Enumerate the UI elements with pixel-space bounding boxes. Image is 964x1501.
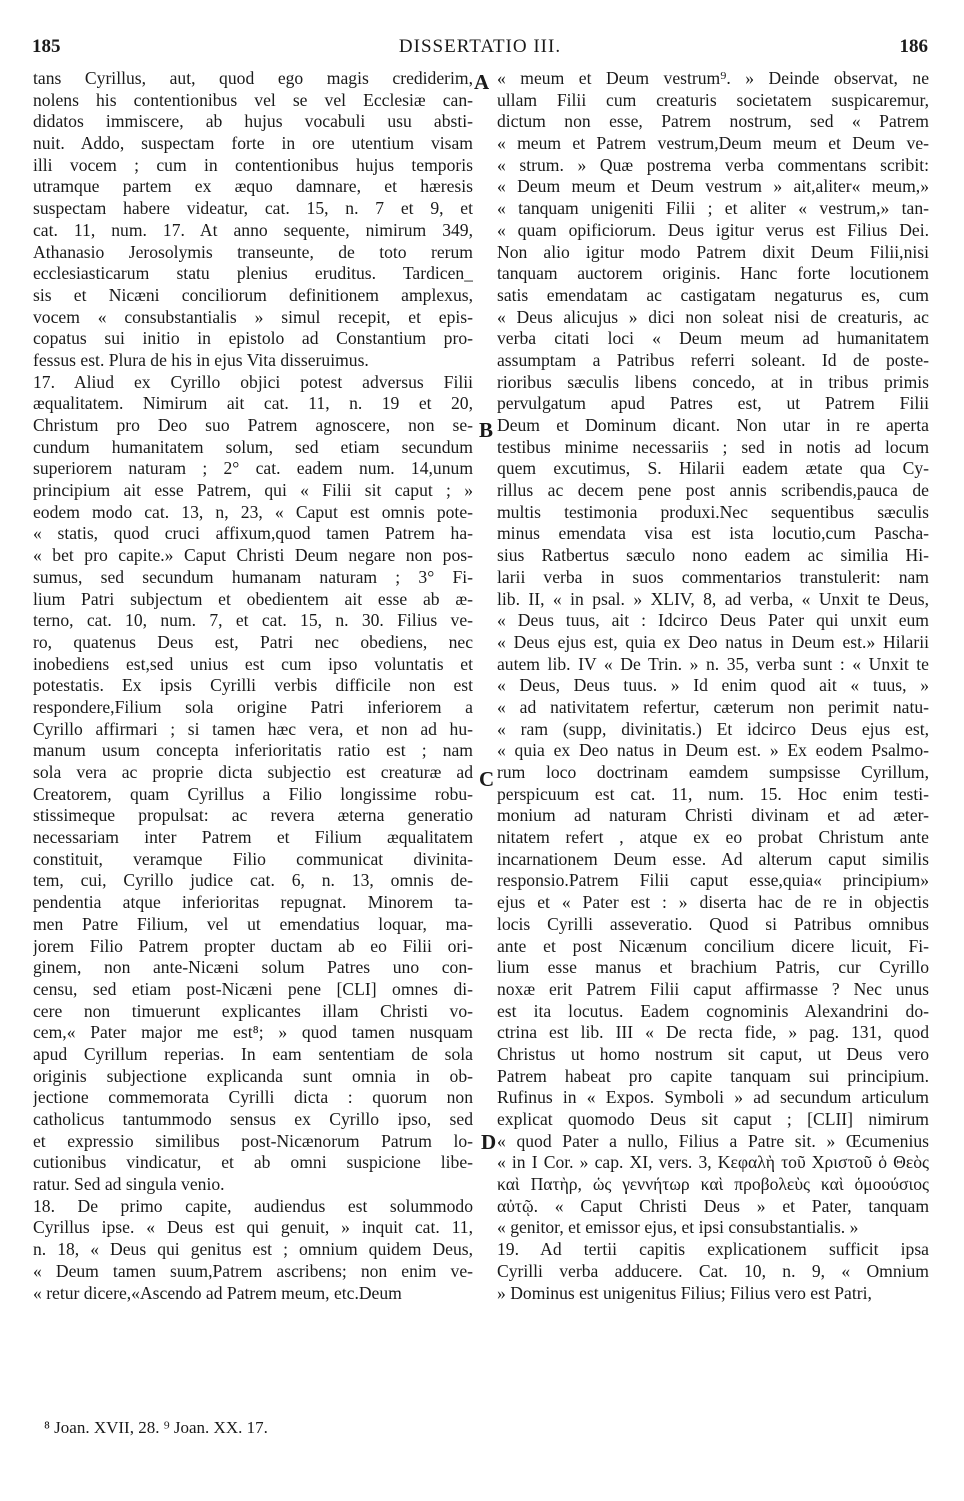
text-line: responsio.Patrem Filii caput esse,quia« principium» — [497, 870, 929, 891]
text-line: quem excutimus, S. Hilarii eadem ætate qua Cy- — [497, 458, 929, 479]
text-line: autem lib. IV « De Trin. » n. 35, verba sunt : « Unxit te — [497, 653, 929, 674]
text-line: ctrina est lib. III « De recta fide, » pag. 131, quod — [497, 1022, 929, 1043]
text-line: « retur dicere,«Ascendo ad Patrem meum, etc.Deum — [33, 1282, 402, 1303]
text-line: « Deus ejus est, quia ex Deo natus in Deum est.» Hilarii — [497, 631, 929, 652]
text-line: « Deus, Deus tuus. » Id enim quod ait « tuus, » — [497, 675, 929, 696]
text-line: testibus minime necessariis ; sed in notis ad locum — [497, 436, 929, 457]
text-line: ejus et « Pater est : » diserta hac de re in objectis — [497, 892, 929, 913]
text-line: « bet pro capite.» Caput Christi Deum negare non pos- — [33, 545, 473, 566]
text-line: sola vera ac proprie dicta subjectio est creaturæ ad — [33, 762, 473, 782]
text-line: necessariam inter Patrem et Filium æqualitatem — [33, 827, 473, 848]
text-line: Cyrilli verba adducere. Cat. 10, n. 9, « Omnium — [497, 1260, 929, 1281]
text-line: καὶ Πατὴρ, ὡς γεννήτωρ καὶ προβολεὺς καὶ ὁμοούσιος — [497, 1174, 929, 1195]
text-line: « Deum tamen suum,Patrem ascribens; non enim ve- — [33, 1260, 473, 1281]
text-line: Cyrillo affirmari ; si tamen hæc vera, et non ad hu- — [33, 718, 473, 739]
text-line: copatus sui initio in epistolo ad Constantium pro- — [33, 328, 473, 349]
text-line: « genitor, et emissor ejus, et ipsi consubstantialis. » — [497, 1217, 859, 1238]
text-line: Rufinus in « Expos. Symboli » ad secundum articulum — [497, 1087, 929, 1108]
text-line: potestatis. Ex ipsis Cyrilli verbis difficile non est — [33, 675, 473, 696]
text-line: « meum et Deum vestrum⁹. » Deinde observat, ne — [497, 68, 929, 88]
text-line: Christus ut homo nostrum sit caput, ut Deus vero — [497, 1043, 929, 1064]
text-line: larii verba in suos commentarios transtulerit: nam — [497, 566, 929, 587]
text-line: manum usum concepta inferioritatis ratio est ; nam — [33, 740, 473, 761]
margin-marker-c: C — [479, 767, 495, 791]
text-line: Cyrillus ipse. « Deus est qui genuit, » inquit cat. 11, — [33, 1217, 473, 1238]
text-line: Creatorem, quam Cyrillus a Filio longissime robu- — [33, 783, 473, 804]
text-line: jectione commemorata Cyrilli dicta : quorum non — [33, 1087, 473, 1108]
text-line: didatos immiscere, ab hujus vocabuli usu absti- — [33, 111, 473, 132]
text-line: sis et Nicæni conciliorum definitionem amplexus, — [33, 284, 473, 305]
text-line: sumus, sed secundum humanam naturam ; 3° Fi- — [33, 566, 473, 587]
text-line: ante et post Nicænum concilium dicere licuit, Fi- — [497, 935, 929, 956]
text-line: principium ait esse Patrem, qui « Filii sit caput ; » — [33, 480, 473, 501]
text-line: originis subjectione explicanda sunt omnia in ob- — [33, 1065, 473, 1086]
text-line: « Deus alicujus » dici non soleat nisi de creaturis, ac — [497, 306, 929, 327]
text-line: terno, cat. 10, num. 7, et cat. 15, n. 30. Filius ve- — [33, 610, 473, 631]
text-line: sius Ratbertus sæculo nono eadem ac similia Hi- — [497, 545, 929, 566]
margin-marker-a: A — [474, 70, 490, 94]
text-line: respondere,Filium sola origine Patri inferiorem a — [33, 696, 473, 717]
text-line: n. 18, « Deus qui genitus est ; omnium quidem Deus, — [33, 1239, 473, 1260]
page-number-right: 186 — [899, 36, 928, 57]
text-line: incarnationem Deum esse. Ad alterum caput similis — [497, 848, 929, 869]
text-line: nolens his contentionibus vel se vel Ecclesiæ can- — [33, 89, 473, 110]
text-line: Patrem habeat pro capite tanquam sui principium. — [497, 1065, 929, 1086]
text-line: cundum humanitatem solum, sed etiam secundum — [33, 436, 473, 457]
text-line: æqualitatem. Nimirum ait cat. 11, n. 19 et 20, — [33, 393, 473, 414]
text-line: men Patre Filium, vel ut emendatius loquar, ma- — [33, 913, 473, 934]
text-line: fessus est. Plura de his in ejus Vita disseruimus. — [33, 349, 369, 370]
text-line: stissimeque propulsat: ac revera æterna generatio — [33, 805, 473, 826]
text-line: ullam Filii cum creaturis societatem suspicaremur, — [497, 89, 929, 110]
text-line: « ad nativitatem refertur, cæterum non perimit natu- — [497, 696, 929, 717]
text-line: » Dominus est unigenitus Filius; Filius vero est Patri, — [497, 1282, 872, 1303]
text-line: dictum non esse, Patrem nostrum, sed « Patrem — [497, 111, 929, 132]
text-line: pervulgatum apud Patres est, ut Patrem Filii — [497, 393, 929, 414]
text-line: superiorem naturam ; 2° cat. eadem num. 14,unum — [33, 458, 473, 479]
text-line: cutionibus vindicatur, et ab omni suspicione libe- — [33, 1152, 473, 1173]
text-line: monium ad naturam Christi divinam et ad æter- — [497, 805, 929, 826]
text-line: Non alio igitur modo Patrem dixit Deum Filii,nisi — [497, 241, 929, 262]
text-line: utramque partem ex æquo damnare, et hæresis — [33, 176, 473, 197]
text-line: « in I Cor. » cap. XI, vers. 3, Κεφαλὴ τοῦ Χριστοῦ ὁ Θεὸς — [497, 1152, 929, 1173]
page-header — [32, 36, 928, 60]
text-line: constituit, veramque Filio communicat divinita- — [33, 848, 473, 869]
text-line: cat. 11, num. 17. At anno sequente, nimirum 349, — [33, 219, 473, 240]
page-number-left: 185 — [32, 36, 61, 57]
text-line: rum loco doctrinam eamdem sumpsisse Cyrillum, — [497, 762, 929, 782]
text-line: tans Cyrillus, aut, quod ego magis crediderim, — [33, 68, 473, 88]
text-line: perspicuum est cat. 11, num. 15. Hoc enim testi- — [497, 783, 929, 804]
text-line: nuit. Addo, suspectam forte in ore utentium visam — [33, 133, 473, 154]
text-line: locis Cyrilli asseveratio. Quod si Patribus omnibus — [497, 913, 929, 934]
text-line: verba citati loci « Deum meum ad humanitatem — [497, 328, 929, 349]
text-line: « meum et Patrem vestrum,Deum meum et Deum ve- — [497, 133, 929, 154]
text-line: ginem, non ante-Nicæni solum Patres uno con- — [33, 957, 473, 978]
text-line: et expressio similibus post-Nicænorum Patrum lo- — [33, 1130, 473, 1151]
text-line: explicat quomodo Deus sit caput ; [CLII] nimirum — [497, 1109, 929, 1129]
text-line: 19. Ad tertii capitis explicationem sufficit ipsa — [497, 1239, 929, 1260]
text-line: αὐτῷ. « Caput Christi Deus » et Pater, tanquam — [497, 1195, 929, 1216]
text-line: censu, sed etiam post-Nicæni pene [CLI] omnes di- — [33, 978, 473, 999]
text-line: « quod Pater a nullo, Filius a Patre sit. » Œcumenius — [497, 1130, 929, 1151]
left-column — [33, 68, 473, 1304]
text-line: rillus ac decem pene post annis scribendis,pauca de — [497, 480, 929, 501]
text-line: lium esse manus et brachium Patris, cur Cyrillo — [497, 957, 929, 978]
text-line: suspectam habere videatur, cat. 15, n. 7 et 9, et — [33, 198, 473, 219]
text-line: lium Patri subjectum et obedientem ait esse ab æ- — [33, 588, 473, 609]
text-line: « quam opificiorum. Deus igitur verus est Filius Dei. — [497, 219, 929, 240]
text-line: eodem modo cat. 13, n, 23, « Caput est omnis pote- — [33, 501, 473, 522]
text-line: tanquam auctorem originis. Hanc forte locutionem — [497, 263, 929, 284]
text-line: « tanquam unigeniti Filii ; et aliter « vestrum,» tan- — [497, 198, 929, 219]
text-line: multis testimonia produxi.Nec sequentibus sæculis — [497, 501, 929, 522]
text-line: cem,« Pater major me est⁸; » quod tamen nusquam — [33, 1022, 473, 1043]
text-line: vocem « consubstantialis » simul recepit, et epis- — [33, 306, 473, 327]
text-line: ro, quatenus Deus est, Patri nec obediens, nec — [33, 631, 473, 652]
text-line: jorem Filio Patrem propter ductam ab eo Filii ori- — [33, 935, 473, 956]
text-line: « strum. » Quæ postrema verba commentans scribit: — [497, 154, 929, 175]
text-line: noxæ erit Patrem Filii caput affirmasse ? Nec unus — [497, 978, 929, 999]
right-column — [497, 68, 929, 1304]
text-line: satis emendatam ac castigatam negaturus es, cum — [497, 284, 929, 305]
text-line: « quia ex Deo natus in Deum est. » Ex eodem Psalmo- — [497, 740, 929, 761]
text-line: ratur. Sed ad singula venio. — [33, 1174, 225, 1195]
text-line: « Deum meum et Deum vestrum » ait,aliter« meum,» — [497, 176, 929, 197]
text-line: est ita locutus. Eadem cognominis Alexandrini do- — [497, 1000, 929, 1021]
text-line: pendentia atque inferioritas repugnat. Minorem ta- — [33, 892, 473, 913]
text-line: « Deus tuus, ait : Idcirco Deus Pater qui unxit eum — [497, 610, 929, 631]
text-line: assumptam a Patribus referri soleant. Id de poste- — [497, 349, 929, 370]
text-line: catholicus tantummodo sensus ex Cyrillo ipso, sed — [33, 1109, 473, 1129]
text-line: Athanasio Jerosolymis transeunte, de toto rerum — [33, 241, 473, 262]
text-line: « statis, quod cruci affixum,quod tamen Patrem ha- — [33, 523, 473, 544]
text-line: Deum et Dominum dicant. Non utar in re aperta — [497, 415, 929, 435]
text-line: 17. Aliud ex Cyrillo objici potest adversus Filii — [33, 371, 473, 392]
text-line: rioribus sæculis libens concedo, at in tribus primis — [497, 371, 929, 392]
text-line: inobediens est,sed unius est cum ipso voluntatis et — [33, 653, 473, 674]
text-line: 18. De primo capite, audiendus est solummodo — [33, 1195, 473, 1216]
text-line: nitatem refert , atque ex eo probat Christum ante — [497, 827, 929, 848]
running-title: DISSERTATIO III. — [398, 36, 562, 57]
text-line: Christum pro Deo suo Patrem agnoscere, non se- — [33, 415, 473, 435]
footnotes: ⁸ Joan. XVII, 28. ⁹ Joan. XX. 17. — [44, 1418, 268, 1437]
text-line: « ram (supp, divinitatis.) Et idcirco Deus ejus est, — [497, 718, 929, 739]
text-line: illi vocem ; cum in contentionibus hujus temporis — [33, 154, 473, 175]
margin-marker-b: B — [479, 418, 494, 442]
margin-marker-d: D — [481, 1130, 497, 1154]
text-line: minus emendata visa est ista locutio,cum Pascha- — [497, 523, 929, 544]
text-line: ecclesiasticarum statu plenius eruditus. Tardicen_ — [33, 263, 473, 284]
text-line: apud Cyrillum reperias. In eam sententiam de sola — [33, 1043, 473, 1064]
text-line: tem, cui, Cyrillo judice cat. 6, n. 13, omnis de- — [33, 870, 473, 891]
text-line: cere non timuerunt explicantes illam Christi vo- — [33, 1000, 473, 1021]
text-line: lib. II, « in psal. » XLIV, 8, ad verba, « Unxit te Deus, — [497, 588, 929, 609]
